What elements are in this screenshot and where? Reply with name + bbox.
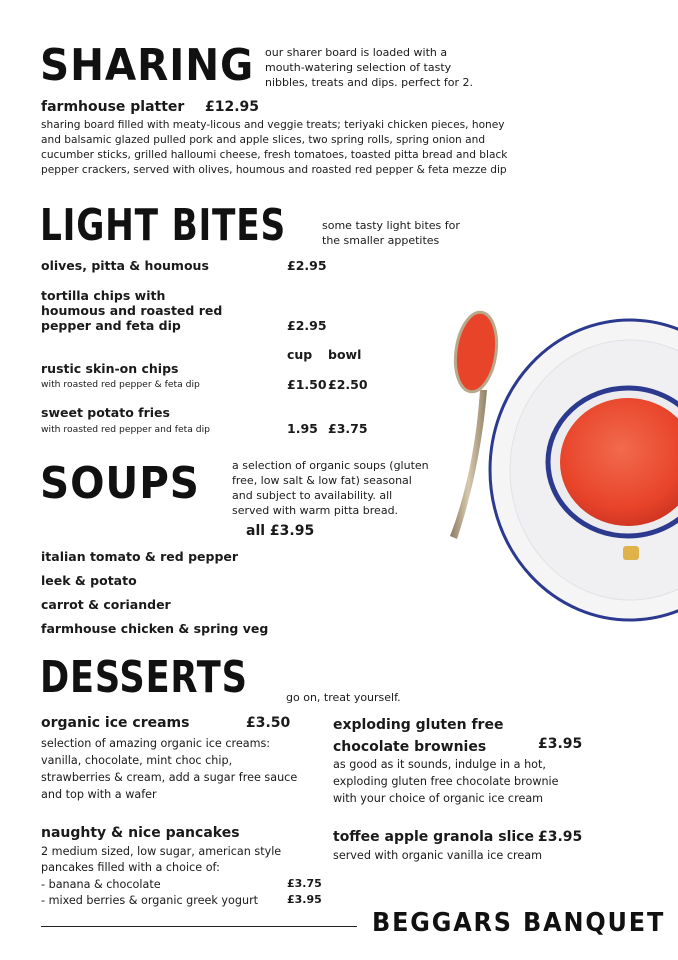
soup-item: carrot & coriander — [41, 597, 171, 612]
ice-creams-name: organic ice creams — [41, 715, 190, 731]
soup-item: italian tomato & red pepper — [41, 549, 239, 564]
pancake-option-price: £3.75 — [287, 877, 322, 890]
brownies-name — [333, 714, 503, 758]
desc-line: cucumber sticks, grilled halloumi cheese, fresh tomatoes, toasted pitta bread and black — [41, 149, 508, 161]
desc-line: pancakes filled with a choice of: — [41, 861, 220, 874]
light-bites-intro-line: the smaller appetites — [322, 234, 440, 247]
brownies-name-line: chocolate brownies — [333, 739, 487, 755]
tortilla-line: pepper and feta dip — [41, 318, 181, 333]
soups-intro-line: free, low salt & low fat) seasonal — [232, 474, 412, 487]
olives-name: olives, pitta & houmous — [41, 258, 209, 273]
pancake-option-label: - banana & chocolate — [41, 878, 161, 891]
brownies-desc — [333, 756, 559, 807]
light-bites-intro-line: some tasty light bites for — [322, 219, 460, 232]
farmhouse-platter-price: £12.95 — [205, 99, 260, 115]
desc-line: vanilla, chocolate, mint choc chip, — [41, 754, 233, 767]
desc-line: selection of amazing organic ice creams: — [41, 737, 271, 750]
desc-line: with your choice of organic ice cream — [333, 792, 544, 805]
soups-intro-line: and subject to availability. all — [232, 489, 393, 502]
tortilla-line: tortilla chips with — [41, 288, 166, 303]
pancake-option-price: £3.95 — [287, 893, 322, 906]
soups-intro — [232, 458, 429, 518]
crouton — [623, 546, 639, 560]
soups-intro-line: a selection of organic soups (gluten — [232, 459, 429, 472]
desc-line: as good as it sounds, indulge in a hot, — [333, 758, 546, 771]
desc-line: 2 medium sized, low sugar, american style — [41, 845, 282, 858]
brownies-price: £3.95 — [538, 736, 583, 752]
spoon-handle — [450, 390, 487, 539]
soups-price: all £3.95 — [246, 523, 315, 539]
soup-item: leek & potato — [41, 573, 137, 588]
tortilla-line: houmous and roasted red — [41, 303, 223, 318]
desserts-intro: go on, treat yourself. — [286, 691, 401, 704]
bowl-label: bowl — [328, 347, 362, 362]
desc-line: pepper crackers, served with olives, houmous and roasted red pepper & feta mezze dip — [41, 164, 507, 176]
brownies-name-line: exploding gluten free — [333, 717, 504, 733]
desserts-heading: DESSERTS — [40, 652, 248, 703]
granola-price: £3.95 — [538, 829, 583, 845]
sharing-heading: SHARING — [40, 40, 255, 91]
ice-creams-price: £3.50 — [246, 715, 291, 731]
olives-price: £2.95 — [287, 258, 327, 273]
desc-line: strawberries & cream, add a sugar free sauce — [41, 771, 298, 784]
desc-line: and balsamic glazed pulled pork and apple slices, two spring rolls, spring onion and — [41, 134, 486, 146]
sweet-potato-bowl-price: £3.75 — [328, 421, 368, 436]
desc-line: and top with a wafer — [41, 788, 157, 801]
ice-creams-desc — [41, 735, 297, 803]
sweet-potato-fries-name: sweet potato fries — [41, 405, 170, 420]
sweet-potato-cup-price: 1.95 — [287, 421, 318, 436]
light-bites-heading: LIGHT BITES — [40, 200, 286, 251]
rustic-chips-name: rustic skin-on chips — [41, 361, 179, 376]
rustic-chips-sub: with roasted red pepper & feta dip — [41, 379, 200, 390]
granola-desc: served with organic vanilla ice cream — [333, 849, 543, 862]
soups-intro-line: served with warm pitta bread. — [232, 504, 399, 517]
soups-heading: SOUPS — [40, 458, 200, 509]
soup-item: farmhouse chicken & spring veg — [41, 621, 269, 636]
sweet-potato-fries-sub: with roasted red pepper and feta dip — [41, 424, 210, 435]
farmhouse-platter-desc — [41, 118, 507, 178]
granola-name: toffee apple granola slice — [333, 829, 534, 845]
desc-line: sharing board filled with meaty-licous and veggie treats; teriyaki chicken pieces, honey — [41, 119, 505, 131]
tortilla-chips-price: £2.95 — [287, 318, 327, 333]
sharing-intro-line: nibbles, treats and dips. perfect for 2. — [265, 76, 474, 89]
light-bites-intro — [322, 218, 460, 248]
sharing-intro-line: our sharer board is loaded with a — [265, 46, 448, 59]
rustic-chips-cup-price: £1.50 — [287, 377, 327, 392]
farmhouse-platter-name: farmhouse platter — [41, 99, 185, 115]
soup-bowl-illustration — [430, 300, 678, 630]
pancakes-desc — [41, 844, 281, 876]
sharing-intro-line: mouth-watering selection of tasty — [265, 61, 452, 74]
footer-rule — [41, 926, 357, 927]
tortilla-chips-name — [41, 288, 222, 333]
spoon-bowl — [451, 310, 502, 395]
footer-brand: BEGGARS BANQUET — [372, 908, 666, 938]
pancake-option-label: - mixed berries & organic greek yogurt — [41, 894, 259, 907]
cup-label: cup — [287, 347, 313, 362]
sharing-intro — [265, 45, 473, 90]
pancakes-name: naughty & nice pancakes — [41, 825, 240, 841]
desc-line: exploding gluten free chocolate brownie — [333, 775, 559, 788]
rustic-chips-bowl-price: £2.50 — [328, 377, 368, 392]
